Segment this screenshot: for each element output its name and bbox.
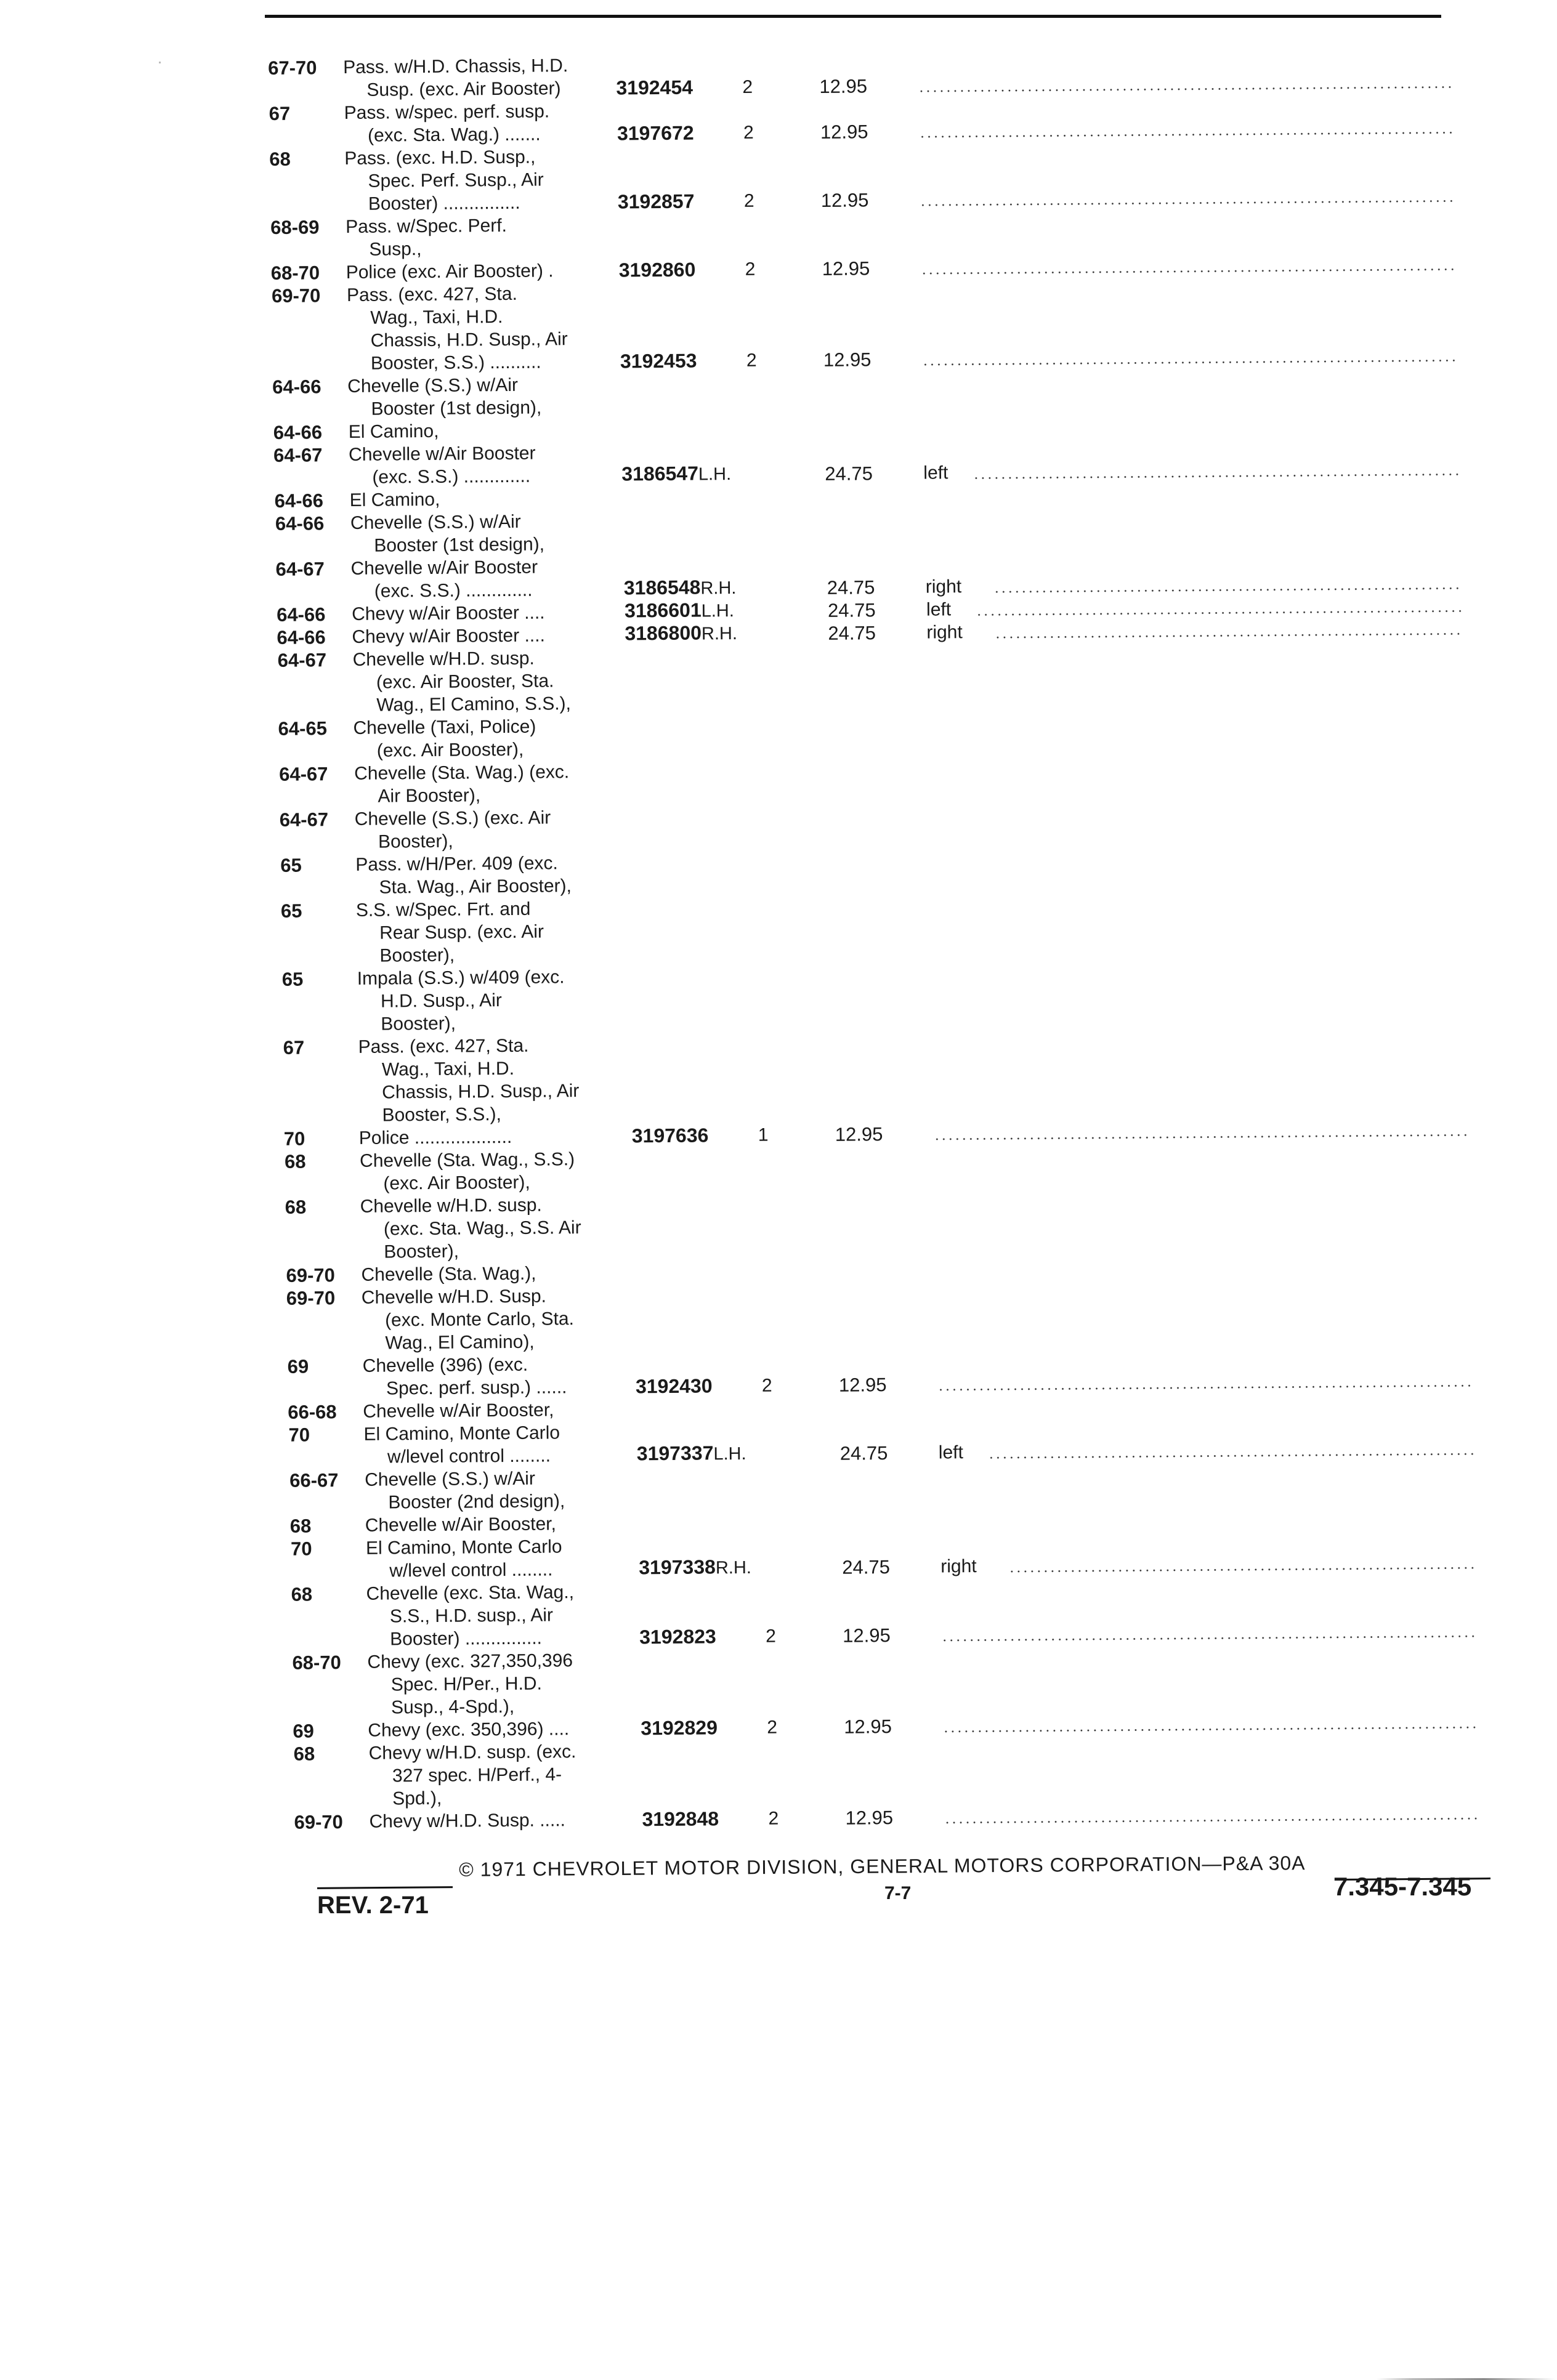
description-line: S.S. w/Spec. Frt. and	[355, 898, 531, 921]
part-number	[625, 621, 754, 647]
quantity: 2	[768, 1808, 779, 1829]
description-line: Chevy (exc. 350,396) ....	[368, 1719, 570, 1741]
description-line: Chevelle (S.S.) w/Air	[365, 1468, 536, 1490]
page-number: 7-7	[884, 1883, 912, 1903]
part-number-value: 3192848	[642, 1807, 719, 1831]
application-description	[360, 1146, 791, 1195]
description-line: Spec. H/Per., H.D.	[390, 1673, 542, 1695]
model-years: 68	[289, 1515, 312, 1537]
quantity: 2	[767, 1717, 778, 1738]
description-line: Chevelle (exc. Sta. Wag.,	[366, 1582, 575, 1604]
description-line: Pass. w/spec. perf. susp.	[344, 101, 550, 124]
model-years: 70	[290, 1538, 312, 1560]
parts-entry	[286, 1277, 1498, 1355]
model-years: 68	[291, 1583, 313, 1605]
application-description	[368, 1738, 800, 1810]
model-years: 65	[280, 854, 302, 876]
description-line: H.D. Susp., Air	[380, 990, 502, 1012]
description-line: El Camino,	[348, 421, 439, 442]
model-years: 67	[269, 102, 291, 124]
model-years: 68	[293, 1743, 315, 1765]
description-line: Booster),	[378, 831, 453, 852]
application-description	[360, 1192, 792, 1263]
description-line: Pass. w/H.D. Chassis, H.D.	[343, 55, 568, 78]
description-line: Chevelle w/H.D. susp.	[352, 648, 535, 670]
leader-dots	[934, 1134, 1470, 1140]
leader-dots	[941, 1636, 1477, 1642]
description-line: Spd.),	[392, 1788, 442, 1809]
leader-dots	[918, 86, 1454, 92]
description-line: (exc. Sta. Wag.) .......	[367, 124, 541, 146]
leader-dots	[920, 200, 1455, 206]
description-line: Chevelle (S.S.) w/Air	[350, 511, 521, 533]
quantity: 2	[746, 350, 757, 371]
leader-dots	[937, 1385, 1473, 1391]
description-line: Pass. w/H/Per. 409 (exc.	[355, 853, 558, 875]
quantity: 2	[766, 1626, 776, 1647]
description-line: Chevelle (S.S.) (exc. Air	[354, 807, 551, 829]
application-description	[357, 964, 789, 1035]
description-line: (exc. Air Booster),	[383, 1172, 530, 1194]
application-description	[362, 1283, 793, 1354]
model-years: 68	[284, 1150, 306, 1172]
description-line: Chevy w/H.D. Susp. .....	[369, 1810, 566, 1832]
list-price: 12.95	[843, 1624, 891, 1647]
part-number-value: 3192453	[620, 349, 697, 373]
model-years: 64-66	[274, 490, 324, 512]
parts-entry	[281, 890, 1495, 967]
part-number-value: 3197672	[617, 121, 694, 145]
description-line: Police ...................	[358, 1126, 512, 1148]
description-line: Booster (1st design),	[374, 534, 545, 556]
part-number	[624, 576, 753, 601]
part-number-value: 3192829	[641, 1716, 718, 1740]
description-line: Spec. Perf. Susp., Air	[368, 169, 544, 192]
part-number	[641, 1716, 770, 1740]
model-years: 64-66	[272, 376, 322, 398]
model-years: 66-67	[289, 1469, 339, 1491]
description-line: Chevelle w/Air Booster	[350, 557, 538, 579]
part-number	[642, 1807, 771, 1831]
description-line: S.S., H.D. susp., Air	[389, 1605, 554, 1627]
side-code: L.H.	[701, 601, 734, 621]
description-line: (exc. Monte Carlo, Sta.	[384, 1309, 575, 1331]
application-description	[350, 508, 782, 557]
model-years: 64-67	[275, 558, 325, 580]
model-years: 69-70	[286, 1264, 335, 1286]
model-years: 67	[283, 1036, 305, 1059]
list-price: 12.95	[820, 189, 869, 211]
list-price: 24.75	[825, 462, 873, 485]
leader-dots	[922, 360, 1458, 366]
side-code: R.H.	[715, 1557, 752, 1578]
part-number	[637, 1442, 766, 1467]
parts-entry	[283, 1027, 1495, 1127]
part-number-value: 3186601	[624, 599, 702, 622]
application-description	[365, 1511, 796, 1536]
list-price: 12.95	[823, 349, 872, 371]
model-years: 69	[287, 1355, 309, 1378]
side-code: R.H.	[701, 624, 738, 644]
description-line: (exc. S.S.) .............	[372, 466, 531, 488]
description-line: Rear Susp. (exc. Air	[379, 921, 544, 943]
section-number: 7.345-7.345	[1333, 1872, 1472, 1901]
model-years: 67-70	[268, 57, 317, 79]
description-line: (exc. S.S.) .............	[374, 579, 533, 602]
description-line: Booster),	[379, 945, 455, 966]
description-line: Pass. w/Spec. Perf.	[346, 215, 508, 238]
description-line: Chevelle w/Air Booster,	[363, 1400, 554, 1422]
description-line: Chassis, H.D. Susp., Air	[370, 329, 568, 351]
application-description	[365, 1465, 796, 1514]
description-line: Chevelle (Sta. Wag., S.S.)	[359, 1149, 575, 1171]
description-line: w/level control ........	[389, 1559, 553, 1581]
side-code: L.H.	[713, 1443, 746, 1464]
application-description	[347, 372, 779, 421]
model-years: 64-66	[275, 512, 325, 534]
description-line: w/level control ........	[387, 1445, 551, 1467]
model-years: 64-67	[279, 809, 329, 831]
application-description	[354, 759, 786, 807]
list-price: 24.75	[827, 576, 875, 599]
model-years: 68-70	[270, 262, 320, 284]
side-remark: left	[923, 462, 948, 483]
model-years: 69-70	[286, 1287, 336, 1309]
list-price: 12.95	[819, 75, 868, 97]
description-line: Chevy w/Air Booster ....	[351, 602, 545, 624]
quantity: 2	[745, 259, 756, 280]
application-description	[349, 417, 780, 443]
application-description	[358, 1032, 790, 1126]
list-price: 12.95	[845, 1807, 894, 1829]
model-years: 69-70	[271, 284, 321, 307]
parts-entry	[269, 138, 1489, 216]
application-description	[350, 485, 781, 511]
parts-entry	[285, 1186, 1497, 1264]
model-years: 66-68	[288, 1401, 337, 1423]
model-years: 64-66	[276, 603, 326, 626]
leader-dots	[994, 633, 1462, 639]
application-description	[355, 804, 787, 853]
side-code: R.H.	[700, 578, 737, 599]
application-description	[367, 1647, 799, 1719]
part-number-value: 3186547	[621, 462, 699, 485]
description-line: Pass. (exc. H.D. Susp.,	[344, 147, 536, 169]
description-line: (exc. Air Booster),	[376, 739, 524, 761]
part-number	[639, 1625, 769, 1649]
quantity: 2	[742, 76, 753, 97]
model-years: 64-66	[277, 626, 326, 648]
description-line: Chevelle w/H.D. Susp.	[361, 1286, 547, 1308]
part-number-value: 3192860	[618, 258, 696, 281]
part-number	[620, 349, 750, 373]
description-line: Spec. perf. susp.) ......	[386, 1377, 567, 1399]
revision-label: REV. 2-71	[317, 1892, 429, 1919]
part-number	[616, 76, 745, 100]
model-years: 65	[281, 968, 304, 990]
part-number	[636, 1374, 765, 1398]
description-line: Chevelle w/H.D. susp.	[360, 1195, 542, 1217]
description-line: Booster) ...............	[368, 192, 520, 214]
list-price: 24.75	[828, 622, 876, 644]
list-price: 24.75	[827, 599, 876, 621]
description-line: El Camino,	[349, 489, 440, 510]
model-years: 69-70	[294, 1811, 343, 1833]
part-number-value: 3197636	[631, 1124, 709, 1147]
model-years: 65	[280, 900, 302, 922]
description-line: Booster, S.S.) ..........	[370, 352, 541, 374]
application-description	[355, 850, 787, 898]
part-number	[617, 121, 746, 145]
side-remark: left	[926, 599, 952, 620]
description-line: Susp.,	[369, 239, 422, 260]
model-years: 64-67	[279, 763, 328, 785]
description-line: Susp. (exc. Air Booster)	[366, 78, 561, 100]
part-number-value: 3197338	[639, 1555, 716, 1579]
description-line: Chevy (exc. 327,350,396	[367, 1650, 573, 1672]
model-years: 64-67	[277, 649, 327, 671]
description-line: Booster (1st design),	[371, 397, 542, 419]
parts-entry	[272, 275, 1490, 376]
model-years: 70	[288, 1424, 310, 1446]
parts-list	[268, 47, 1502, 1833]
leader-dots	[993, 587, 1462, 593]
footer-rule-left	[317, 1886, 453, 1889]
side-remark: right	[925, 576, 962, 597]
description-line: Air Booster),	[378, 785, 481, 807]
description-line: Chassis, H.D. Susp., Air	[382, 1081, 580, 1103]
description-line: Wag., El Camino),	[385, 1331, 535, 1353]
leader-dots	[919, 132, 1455, 138]
application-description	[356, 895, 788, 967]
application-description	[353, 713, 785, 762]
description-line: Chevy w/Air Booster ....	[352, 625, 545, 647]
leader-dots	[973, 474, 1459, 479]
model-years: 68-69	[270, 216, 320, 238]
description-line: Pass. (exc. 427, Sta.	[358, 1035, 529, 1057]
parts-entry	[291, 1573, 1500, 1651]
side-remark: right	[940, 1556, 977, 1577]
parts-entry	[294, 1733, 1502, 1810]
model-years: 64-65	[278, 717, 328, 740]
list-price: 12.95	[820, 121, 868, 143]
description-line: Wag., Taxi, H.D.	[370, 307, 503, 328]
side-code: L.H.	[698, 464, 732, 485]
model-years: 68-70	[292, 1652, 341, 1674]
parts-entry	[278, 639, 1493, 717]
part-number-value: 3192823	[639, 1625, 716, 1648]
part-number	[639, 1555, 768, 1581]
quantity: 2	[743, 190, 754, 211]
description-line: Pass. (exc. 427, Sta.	[346, 283, 517, 306]
model-years: 69	[293, 1720, 314, 1742]
parts-entry	[292, 1642, 1500, 1719]
part-number-value: 3192857	[617, 190, 695, 213]
list-price: 12.95	[838, 1374, 887, 1396]
scan-speck	[159, 62, 161, 63]
part-number-value: 3192430	[635, 1374, 713, 1398]
leader-dots	[942, 1727, 1478, 1733]
parts-entry	[282, 958, 1495, 1036]
part-number	[632, 1124, 761, 1148]
leader-dots	[988, 1453, 1474, 1459]
part-number	[621, 462, 751, 487]
quantity: 2	[761, 1375, 772, 1396]
description-line: 327 spec. H/Perf., 4-	[392, 1764, 562, 1786]
description-line: Chevelle (396) (exc.	[362, 1354, 528, 1376]
description-line: Booster),	[384, 1241, 459, 1262]
part-number-value: 3186548	[623, 576, 701, 599]
application-description	[353, 645, 785, 716]
quantity: 2	[743, 122, 754, 143]
description-line: Booster, S.S.),	[382, 1104, 502, 1126]
description-line: Chevelle (Sta. Wag.),	[361, 1263, 536, 1285]
description-line: Susp., 4-Spd.),	[390, 1696, 515, 1718]
description-line: Booster),	[381, 1013, 456, 1035]
model-years: 64-66	[273, 421, 323, 443]
description-line: Chevelle (S.S.) w/Air	[347, 374, 519, 397]
description-line: Booster (2nd design),	[388, 1491, 565, 1513]
description-line: Police (exc. Air Booster) .	[346, 260, 554, 283]
top-rule	[265, 15, 1441, 18]
description-line: Wag., Taxi, H.D.	[381, 1058, 515, 1080]
list-price: 12.95	[835, 1123, 883, 1145]
model-years: 64-67	[273, 444, 323, 466]
list-price: 12.95	[822, 257, 870, 280]
description-line: Chevelle w/Air Booster	[348, 443, 536, 465]
description-line: Chevelle (Sta. Wag.) (exc.	[354, 762, 570, 784]
leader-dots	[976, 610, 1462, 616]
quantity: 1	[758, 1124, 769, 1145]
part-number-value: 3197337	[636, 1442, 714, 1465]
leader-dots	[921, 268, 1457, 275]
application-description	[363, 1397, 794, 1422]
model-years: 70	[283, 1127, 305, 1150]
side-remark: right	[926, 622, 963, 643]
application-description	[361, 1260, 792, 1286]
list-price: 24.75	[839, 1442, 888, 1464]
list-price: 24.75	[842, 1556, 891, 1578]
description-line: Wag., El Camino, S.S.),	[376, 693, 572, 716]
description-line: (exc. Air Booster, Sta.	[376, 671, 554, 693]
part-number-value: 3192454	[616, 76, 694, 99]
leader-dots	[1008, 1567, 1476, 1573]
part-number	[625, 599, 754, 624]
description-line: Sta. Wag., Air Booster),	[379, 876, 572, 898]
model-years: 68	[285, 1196, 307, 1218]
description-line: Booster) ...............	[390, 1628, 543, 1650]
part-number	[618, 190, 747, 214]
side-remark: left	[938, 1442, 963, 1463]
model-years: 68	[269, 148, 291, 170]
description-line: (exc. Sta. Wag., S.S. Air	[383, 1217, 581, 1240]
part-number-value: 3186800	[625, 621, 702, 645]
description-line: El Camino, Monte Carlo	[365, 1536, 562, 1559]
leader-dots	[944, 1818, 1480, 1824]
description-line: El Camino, Monte Carlo	[363, 1422, 560, 1445]
part-number	[619, 258, 748, 282]
application-description	[346, 212, 777, 261]
description-line: Impala (S.S.) w/409 (exc.	[357, 967, 565, 989]
copyright-line: © 1971 CHEVROLET MOTOR DIVISION, GENERAL MOTORS CORPORATION—P&A 30A	[459, 1852, 1306, 1881]
description-line: Chevelle w/Air Booster,	[365, 1514, 556, 1536]
list-price: 12.95	[844, 1716, 892, 1738]
description-line: Chevy w/H.D. susp. (exc.	[368, 1741, 576, 1764]
description-line: Chevelle (Taxi, Police)	[353, 716, 536, 738]
